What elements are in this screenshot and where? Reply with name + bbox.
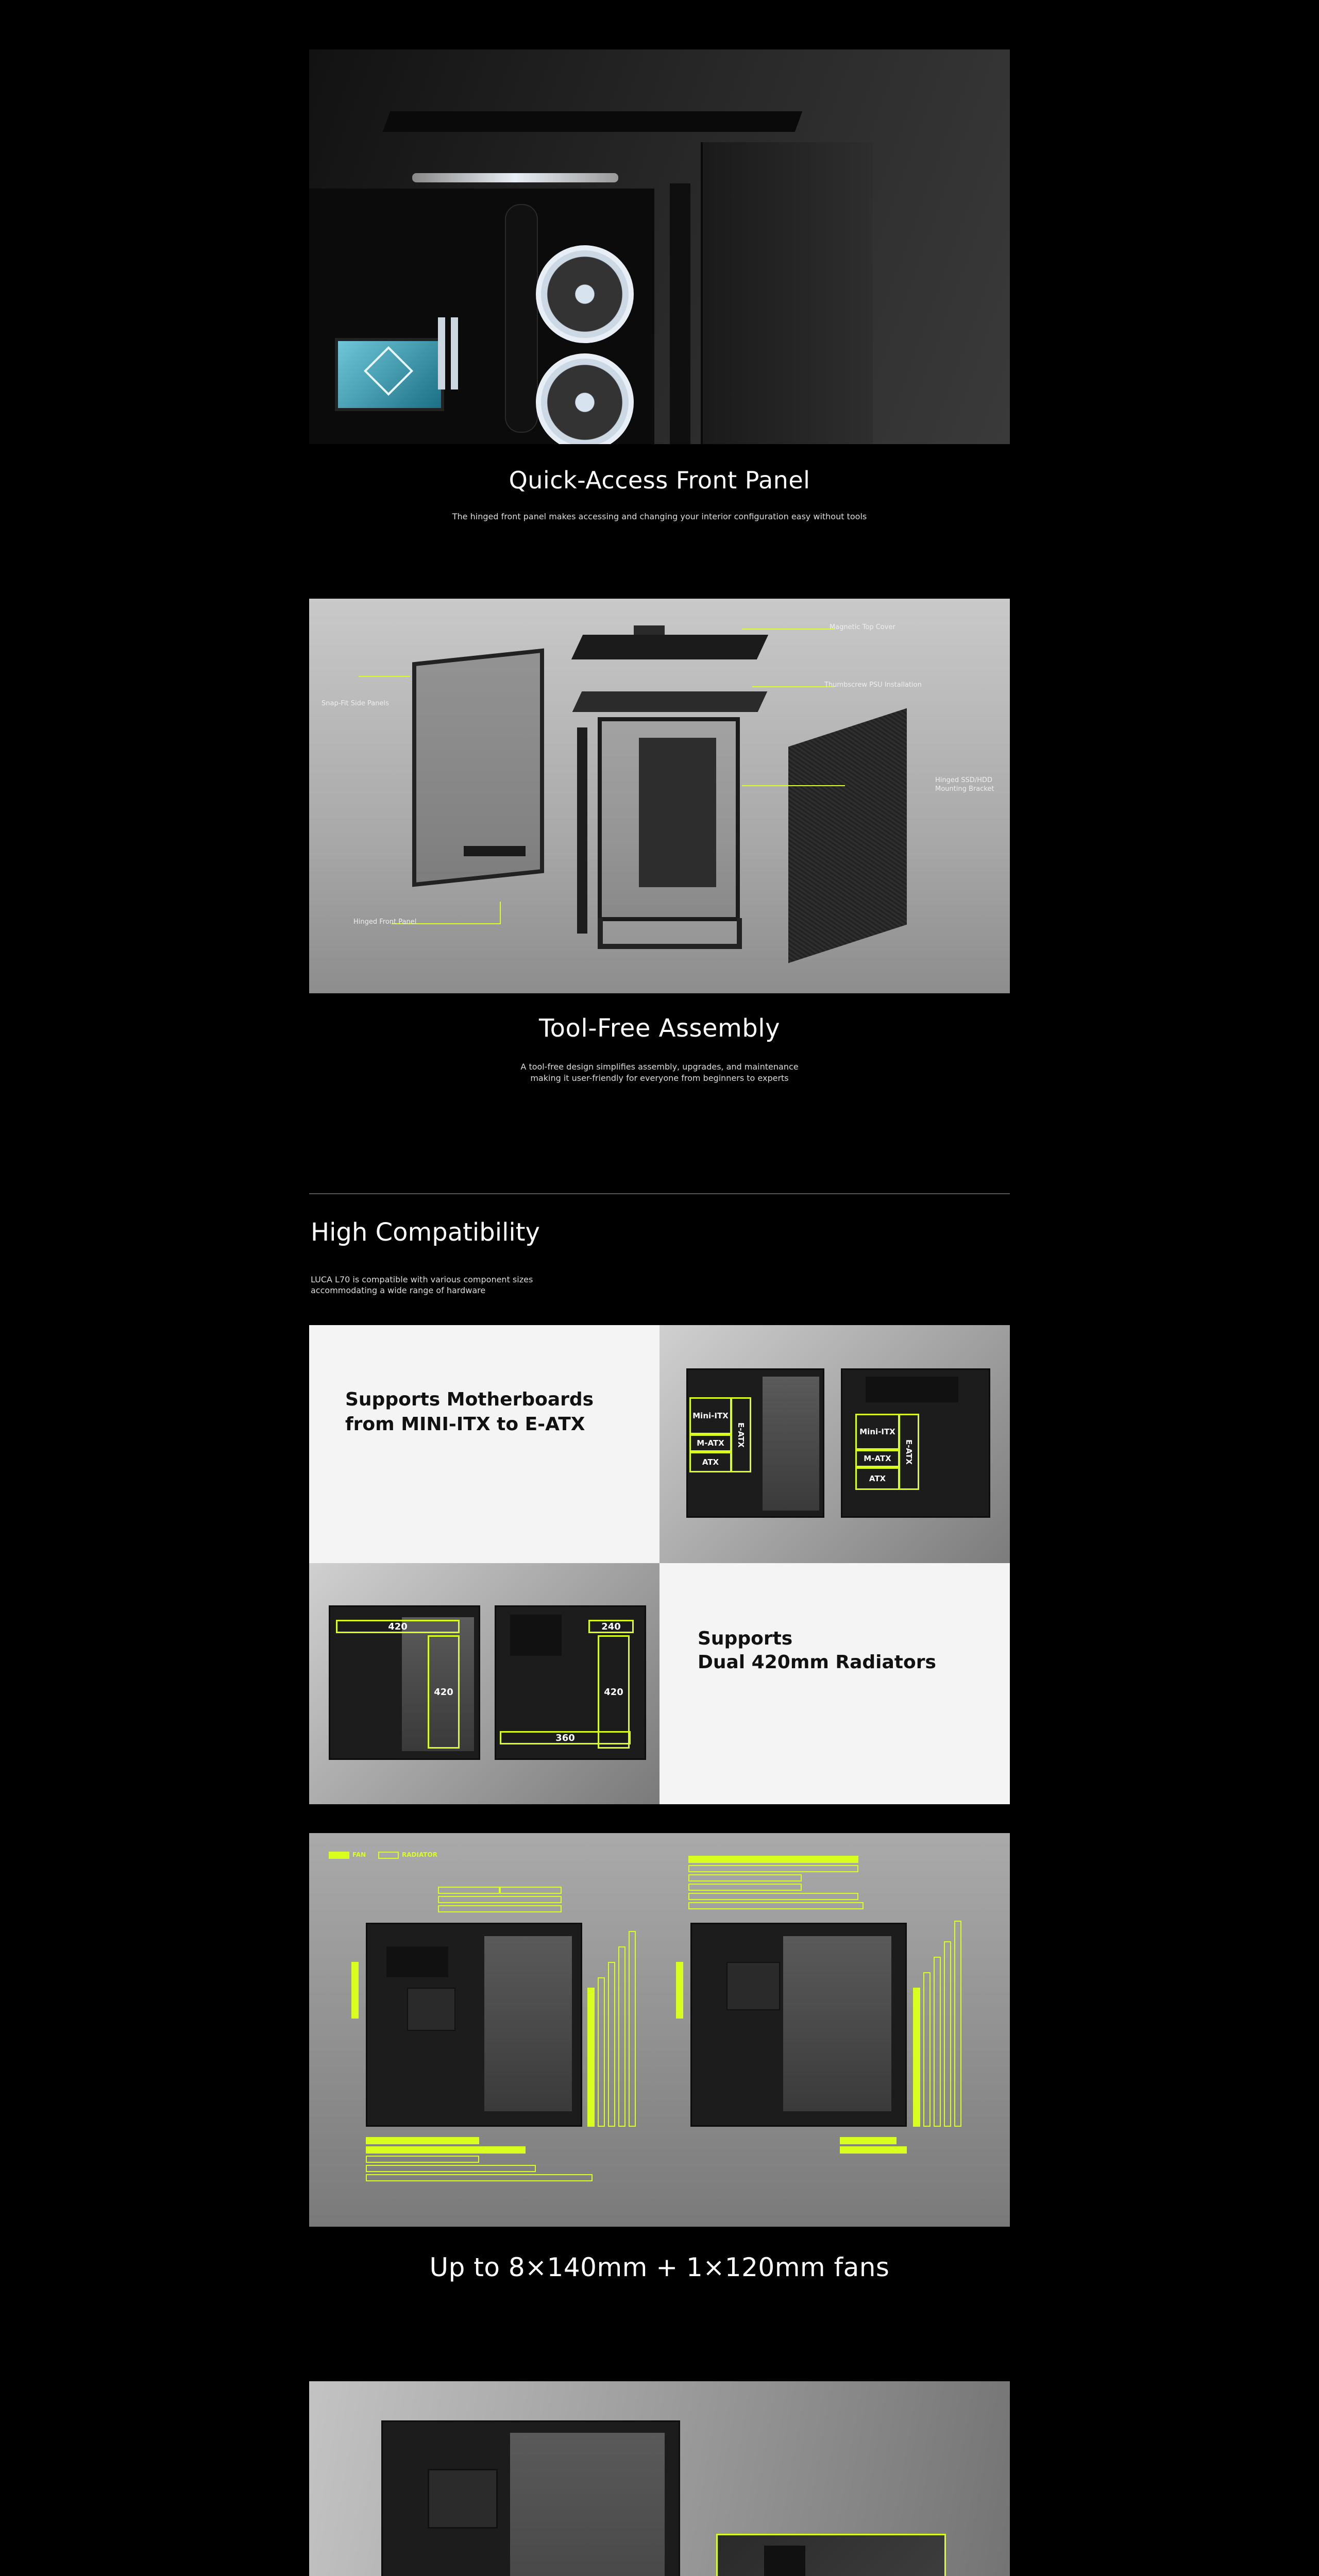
radiator-420-side-2: 420 xyxy=(598,1635,630,1749)
motherboard-heading-2: from MINI-ITX to E-ATX xyxy=(345,1414,585,1435)
front-panel-image xyxy=(309,49,1010,444)
motherboard-card-image xyxy=(660,1325,1010,1563)
legend-radiator: RADIATOR xyxy=(402,1851,437,1858)
gpu-diagram xyxy=(309,2381,1010,2576)
motherboard-card-text xyxy=(309,1325,660,1563)
radiator-420-top: 420 xyxy=(336,1620,460,1633)
high-compatibility-title: High Compatibility xyxy=(311,1218,540,1247)
callout-hinged-ssd-1: Hinged SSD/HDD xyxy=(935,776,992,784)
callout-snap-fit-side-panels: Snap-Fit Side Panels xyxy=(322,700,389,707)
callout-hinged-front-panel: Hinged Front Panel xyxy=(353,918,417,926)
radiator-360-bottom: 360 xyxy=(500,1731,631,1744)
label-atx-2: ATX xyxy=(855,1467,900,1490)
legend-fan-swatch xyxy=(329,1852,349,1859)
label-mini-itx: Mini-ITX xyxy=(689,1397,732,1434)
fans-title: Up to 8×140mm + 1×120mm fans xyxy=(429,2252,890,2282)
label-mini-itx-2: Mini-ITX xyxy=(855,1414,900,1450)
radiator-420-side: 420 xyxy=(428,1635,460,1749)
tool-free-title: Tool-Free Assembly xyxy=(538,1014,781,1043)
compat-desc-1: LUCA L70 is compatible with various component sizes xyxy=(311,1275,533,1284)
quick-access-description: The hinged front panel makes accessing and changing your interior configuration easy without tools xyxy=(452,512,867,521)
callout-hinged-ssd-2: Mounting Bracket xyxy=(935,785,994,793)
section-divider xyxy=(309,1193,1010,1194)
tool-free-description-1: A tool-free design simplifies assembly, upgrades, and maintenance xyxy=(520,1062,799,1072)
fans-diagram xyxy=(309,1833,1010,2227)
label-m-atx: M-ATX xyxy=(689,1434,732,1452)
label-m-atx-2: M-ATX xyxy=(855,1450,900,1467)
exploded-view-image xyxy=(309,599,1010,993)
radiator-card-text xyxy=(660,1563,1010,1804)
legend-fan: FAN xyxy=(352,1851,366,1858)
gpu-bracket-inset xyxy=(716,2534,946,2576)
label-e-atx: E-ATX xyxy=(731,1397,751,1472)
callout-magnetic-top-cover: Magnetic Top Cover xyxy=(830,623,895,631)
motherboard-heading-1: Supports Motherboards xyxy=(345,1389,594,1410)
radiator-card-image xyxy=(309,1563,660,1804)
radiator-heading-1: Supports xyxy=(698,1628,793,1649)
radiator-240-top: 240 xyxy=(588,1620,634,1633)
callout-thumbscrew-psu: Thumbscrew PSU Installation xyxy=(824,681,922,689)
compat-desc-2: accommodating a wide range of hardware xyxy=(311,1285,486,1295)
radiator-heading-2: Dual 420mm Radiators xyxy=(698,1652,936,1673)
label-e-atx-2: E-ATX xyxy=(899,1414,919,1490)
quick-access-title: Quick-Access Front Panel xyxy=(509,466,810,494)
tool-free-description-2: making it user-friendly for everyone from beginners to experts xyxy=(530,1073,789,1083)
label-atx: ATX xyxy=(689,1452,732,1472)
legend-radiator-swatch xyxy=(378,1852,399,1859)
